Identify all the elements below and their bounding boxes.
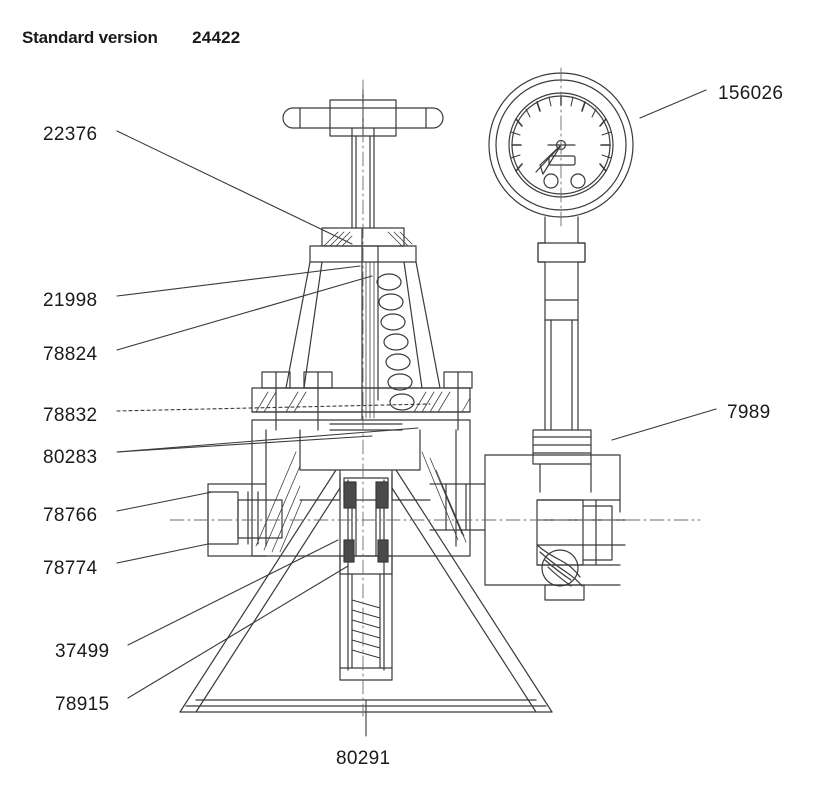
- gauge-stem: [533, 217, 591, 464]
- callout-156026: 156026: [718, 83, 784, 104]
- callout-21998: 21998: [43, 290, 98, 311]
- callout-7989: 7989: [727, 402, 771, 423]
- right-outlet-elbow: [485, 455, 625, 600]
- leader-lines: [117, 90, 716, 736]
- title-label: Standard version: [22, 28, 158, 47]
- callout-78766: 78766: [43, 505, 98, 526]
- callout-80291: 80291: [336, 748, 391, 769]
- title-part-code: 24422: [192, 28, 241, 47]
- callout-78915: 78915: [55, 694, 110, 715]
- center-lines: [170, 68, 700, 716]
- valve-seat-assembly: [340, 474, 392, 680]
- callout-78824: 78824: [43, 344, 98, 365]
- callout-78832: 78832: [43, 405, 98, 426]
- callout-80283: 80283: [43, 447, 98, 468]
- callout-37499: 37499: [55, 641, 110, 662]
- callout-22376: 22376: [43, 124, 98, 145]
- threads: [352, 600, 380, 658]
- callout-78774: 78774: [43, 558, 98, 579]
